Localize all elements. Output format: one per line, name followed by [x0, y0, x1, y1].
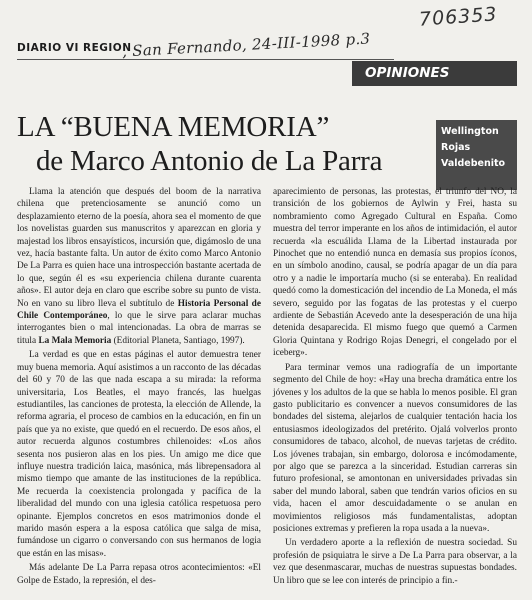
column-left: [17, 186, 261, 587]
paragraph: La verdad es que en estas páginas el autor demuestra tener muy buena memoria. Aquí asistimos a un racconto de las décadas del 60 y 70 de las que nada escapa a su mirada: la reforma universitaria, Los Beatles, el mayo francés, las huelgas estudiantiles, las canciones de protesta, la elección de Allende, la reforma agraria, el proceso de cambios en la educación, en fin un país que ya no existe, que quedó en el recuerdo. De esos años, el autor recuerda algunos costumbres chilenoides: «Los años sesenta nos pusieron alas en los pies. Un amigo me dice que influye nuestra tradición laica, masónica, más librepensadora al mismo tiempo que amante de las instituciones de la república. Me recuerda la coexistencia prolongada y pacífica de la liberalidad del mundo con una iglesia católica respetuosa pero opinante. Ejemplos concretos en esos matrimonios donde el marido masón espera a la esposa católica que salga de misa, fumándose un cigarro o conversando con sus hermanos de logia que están en las misas».: [17, 350, 261, 559]
headline-line-2: de Marco Antonio de La Parra: [36, 145, 383, 177]
headline: [17, 110, 437, 178]
column-right: [273, 186, 517, 587]
author-first-name: Wellington: [441, 126, 499, 137]
archive-number: 706353: [418, 3, 499, 31]
paragraph: Un verdadero aporte a la reflexión de nuestra sociedad. Su profesión de psiquiatra le sirve a De La Parra para observar, a la vez que desenmascarar, muchas de nuestras supuestas bondades. Un libro que se lee con interés de principio a fin.-: [273, 538, 517, 586]
paragraph-text: (Editorial Planeta, Santiago, 1997).: [113, 335, 245, 346]
paragraph: [17, 186, 261, 347]
paragraph-text: , lo que le sirve para aclarar muchas interrogantes bien o mal intencionadas. La obra de marras se titula: [17, 311, 261, 346]
article-body: [17, 186, 517, 587]
author-last-name-2: Valdebenito: [441, 158, 506, 169]
handwritten-source-note: , San Fernando, 24-III-1998 p.3: [121, 29, 371, 61]
masthead-rule: [17, 59, 394, 60]
book-title: La Mala Memoria: [38, 335, 112, 346]
masthead: DIARIO VI REGION: [17, 42, 132, 54]
author-byline: [436, 120, 517, 190]
book-subtitle: Historia Personal de Chile Contemporáneo: [17, 298, 261, 322]
paragraph: Para terminar vemos una radiografía de un importante segmento del Chile de hoy: «Hay una brecha dramática entre los jóvenes y los adultos de la que se habla lo menos posible. El gran gasto publicitario es convencer a nuevos consumidores de las bondades del sistema, alejarlos de cualquier tentación hacia los entusiasmos ideologizados del pretérito. Ojalá volverlos pronto consumidores de tabaco, alcohol, de nuevas tarjetas de crédito. Los jóvenes trabajan, sin embargo, dolorosa e incómodamente, por algo que se parezca a la sinceridad. Estudian carreras sin futuro profesional, se amontonan en universidades privadas sin saber del mundo laboral, saben que tendrán varios oficios en su vida, hacen el amor descuidadamente o se anulan en movimientos religiosos más fundamentalistas, adoptan posiciones extremas y prefieren la ropa usada a la nueva».: [273, 362, 517, 534]
section-banner: OPINIONES: [352, 61, 517, 86]
paragraph: Más adelante De La Parra repasa otros acontecimientos: «El Golpe de Estado, la represión, el des-: [17, 563, 261, 586]
headline-line-1: LA “BUENA MEMORIA”: [17, 111, 330, 143]
paragraph: aparecimiento de personas, las protestas, el triunfo del NO, la transición de los gobiernos de Aylwin y Frei, hasta su nombramiento como Agregado Cultural en España. Como muestra del terror imperante en los años de intimidación, el autor recuerda «la escuálida Llama de la Libertad instaurada por Pinochet que no entendió nunca en demasía sus propios íconos, en un símbolo anodino, causal, se podría apagar de un día para otro y a nadie le importaría mucho (si se enteraba). En realidad quedó como la domesticación del incendio de La Moneda, el más severo, seguido por las fogatas de las protestas y el cuerpo ardiente de Sebastián Acevedo ante la desesperación de una hija detenida desaparecida. El mismo fuego que quemó a Carmen Gloria Quintana y Rodrigo Rojas Denegri, el congelado por el iceberg».: [273, 187, 517, 359]
author-last-name-1: Rojas: [441, 142, 471, 153]
paragraph-text: Llama la atención que después del boom de la narrativa chilena que pretenciosamente se anunció como un desplazamiento eterno de la poesía, ahora sea el momento de que los novelistas guarden sus manuscritos y aparezcan en gloria y majestad los libros ensayísticos, incursión que, digámoslo de una vez, hacía bastante falta. Un autor de éxito como Marco Antonio De La Parra es quien hace una introspección bastante acertada de lo que, según él es «su experiencia chilena durante cuarenta años». El autor deja en claro que escribe sobre su punto de vista. No en vano su libro lleva el subtítulo de: [17, 187, 261, 309]
